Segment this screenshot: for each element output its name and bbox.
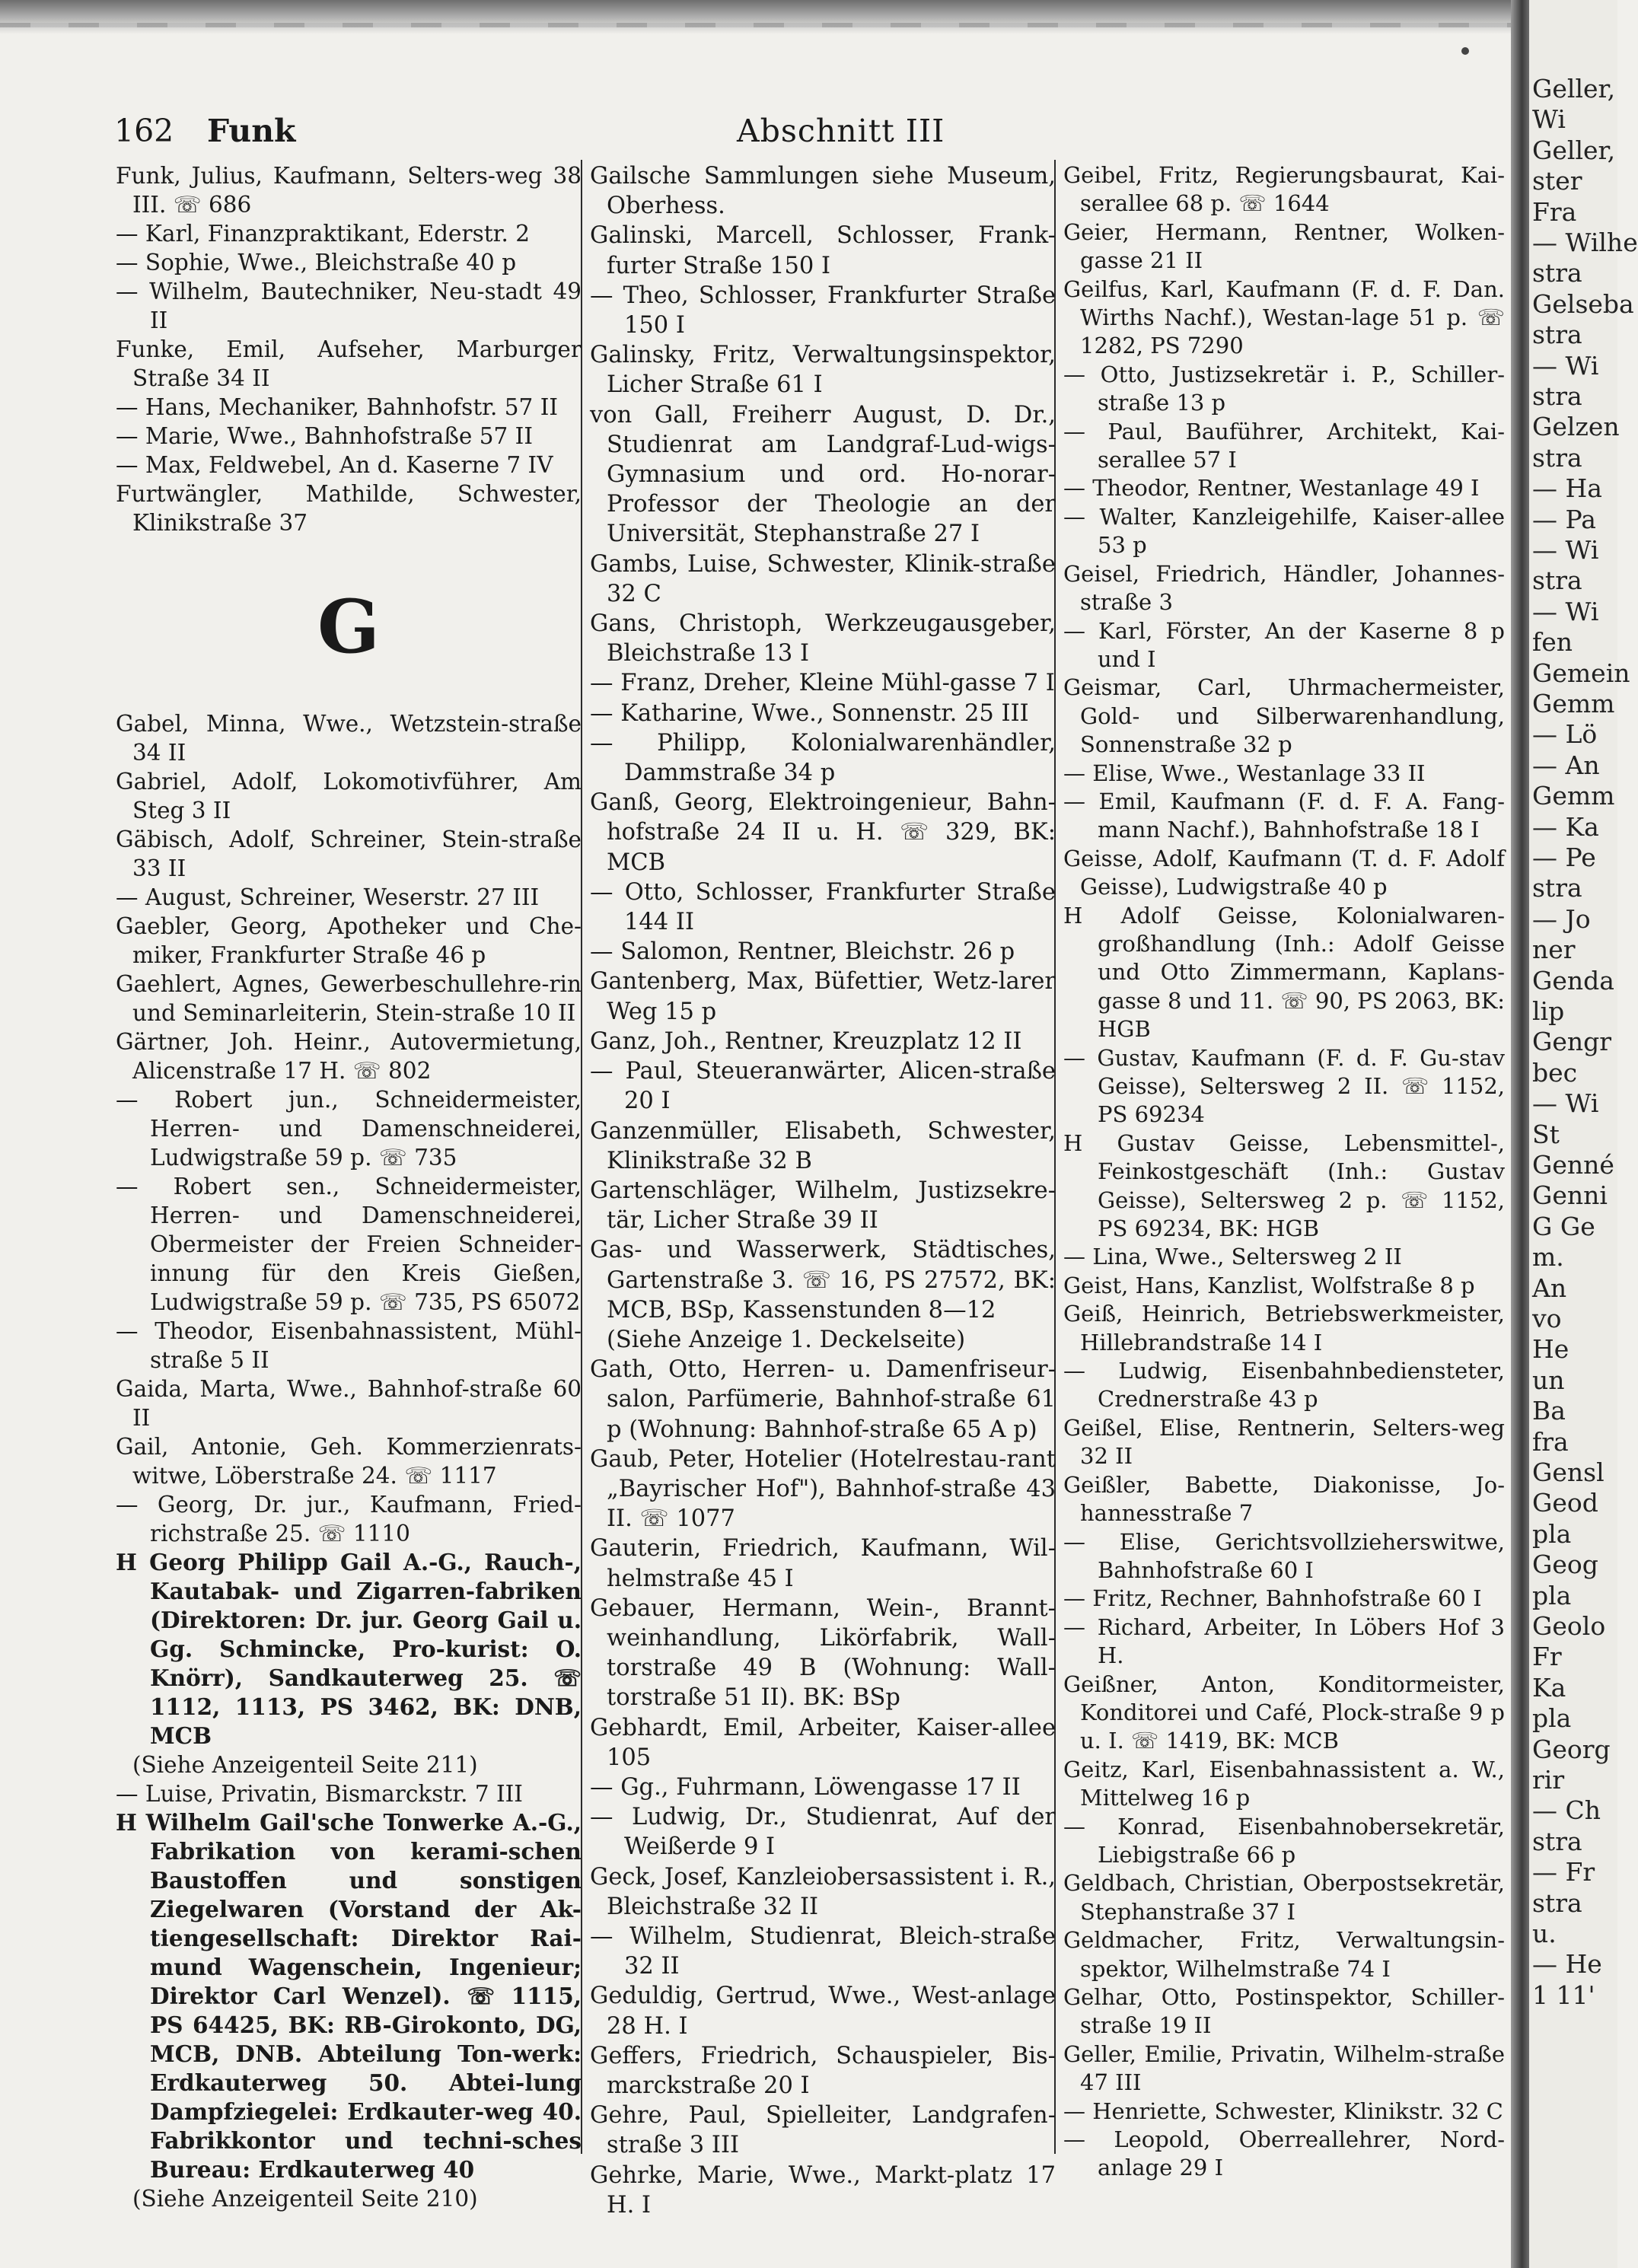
firm-entry: H Georg Philipp Gail A.-G., Rauch-, Kautabak- und Zigarren-fabriken (Direktoren: Dr. jur. Georg Gail u. Gg. Schmincke, Pro-kurist: O. Knörr), Sandkauterweg 25. ☏ 1112, 1113, PS 3462, BK: DNB, MCB bbox=[116, 1549, 582, 1749]
directory-entry: Geist, Hans, Kanzlist, Wolfstraße 8 p bbox=[1063, 1272, 1475, 1298]
directory-entry: Gehrke, Marie, Wwe., Markt-platz 17 H. I bbox=[590, 2161, 1056, 2219]
sub-entry: — Theo, Schlosser, Frankfurter Straße 150 I bbox=[590, 282, 1056, 339]
sub-entry: — Leopold, Oberreallehrer, Nord-anlage 29 I bbox=[1063, 2126, 1505, 2181]
directory-entry: Geffers, Friedrich, Schauspieler, Bis-marckstraße 20 I bbox=[590, 2042, 1056, 2099]
facing-page-line: Gengr bbox=[1532, 1027, 1612, 1057]
facing-page-line: un bbox=[1532, 1365, 1565, 1395]
facing-page-line: — Pe bbox=[1532, 843, 1596, 872]
sub-entry: — Marie, Wwe., Bahnhofstraße 57 II bbox=[116, 423, 533, 449]
firm-entry: H Gustav Geisse, Lebensmittel-, Feinkostgeschäft (Inh.: Gustav Geisse), Seltersweg 2 p. ☏ 1152, PS 69234, BK: HGB bbox=[1063, 1129, 1505, 1242]
directory-entry: Gail, Antonie, Geh. Kommerzienrats-witwe, Löberstraße 24. ☏ 1117 bbox=[116, 1434, 582, 1489]
facing-page-line: Gemm bbox=[1532, 689, 1615, 718]
facing-page-line: — Wi bbox=[1532, 1088, 1599, 1119]
facing-page-line: Gelzen bbox=[1532, 412, 1620, 442]
sub-entry: — Otto, Schlosser, Frankfurter Straße 144 II bbox=[590, 878, 1056, 936]
directory-entry: Gambs, Luise, Schwester, Klinik-straße 32 C bbox=[590, 550, 1056, 607]
directory-entry: Ganß, Georg, Elektroingenieur, Bahn-hofstraße 24 II u. H. ☏ 329, BK: MCB bbox=[590, 789, 1056, 876]
directory-entry: Gebhardt, Emil, Arbeiter, Kaiser-allee 105 bbox=[590, 1714, 1056, 1771]
directory-entry: Gabriel, Adolf, Lokomotivführer, Am Steg 3 II bbox=[116, 769, 582, 823]
sub-entry: — Theodor, Eisenbahnassistent, Mühl-straße 5 II bbox=[116, 1318, 582, 1373]
section-letter-heading: G bbox=[317, 584, 380, 670]
directory-entry: Gans, Christoph, Werkzeugausgeber, Bleichstraße 13 I bbox=[590, 610, 1056, 667]
sub-entry: — Elise, Wwe., Westanlage 33 II bbox=[1063, 760, 1426, 786]
facing-page-line: fen bbox=[1532, 627, 1573, 658]
directory-entry: Funk, Julius, Kaufmann, Selters-weg 38 III. ☏ 686 bbox=[116, 163, 582, 218]
sub-entry: — Karl, Förster, An der Kaserne 8 p und I bbox=[1063, 617, 1505, 672]
directory-entry: Ganz, Joh., Rentner, Kreuzplatz 12 II bbox=[590, 1027, 1022, 1055]
facing-page-line: He bbox=[1532, 1334, 1569, 1365]
facing-page-line: Genni bbox=[1532, 1180, 1608, 1211]
facing-page-line: stra bbox=[1532, 565, 1582, 596]
directory-entry: Gebauer, Hermann, Wein-, Brannt-weinhandlung, Likörfabrik, Wall-torstraße 49 B (Wohnung: Wall-torstraße 51 II). BK: BSp bbox=[590, 1594, 1056, 1712]
directory-entry: Gelhar, Otto, Postinspektor, Schiller-straße 19 II bbox=[1063, 1984, 1505, 2039]
directory-entry: Gaehlert, Agnes, Gewerbeschullehre-rin und Seminarleiterin, Stein-straße 10 II bbox=[116, 971, 582, 1026]
sub-entry: — Robert sen., Schneidermeister, Herren- und Damenschneiderei, Obermeister der Freien Schneider-innung für den Kreis Gießen, Ludwigstraße 59 p. ☏ 735, PS 65072 bbox=[116, 1174, 582, 1315]
facing-page-line: Genda bbox=[1532, 965, 1614, 995]
directory-entry: Gärtner, Joh. Heinr., Autovermietung, Alicenstraße 17 H. ☏ 802 bbox=[116, 1029, 582, 1084]
facing-page-line: — Wi bbox=[1532, 350, 1599, 381]
facing-page-line: — An bbox=[1532, 750, 1600, 780]
directory-entry: Geilfus, Karl, Kaufmann (F. d. F. Dan. Wirths Nachf.), Westan-lage 51 p. ☏ 1282, PS 7290 bbox=[1063, 276, 1505, 359]
sub-entry: — Ludwig, Dr., Studienrat, Auf der Weißerde 9 I bbox=[590, 1804, 1056, 1861]
facing-page-line: An bbox=[1532, 1273, 1567, 1303]
facing-page-line: — Jo bbox=[1532, 903, 1591, 934]
sub-entry: — Theodor, Rentner, Westanlage 49 I bbox=[1063, 475, 1480, 502]
directory-entry: Gaub, Peter, Hotelier (Hotelrestau-rant „Bayrischer Hof"), Bahnhof-straße 43 II. ☏ 1077 bbox=[590, 1445, 1056, 1533]
facing-page-line: pla bbox=[1532, 1518, 1572, 1549]
sub-entry: — Hans, Mechaniker, Bahnhofstr. 57 II bbox=[116, 394, 559, 420]
facing-page-line: 1 11' bbox=[1532, 1980, 1595, 2010]
sub-entry: — Wilhelm, Bautechniker, Neu-stadt 49 II bbox=[116, 279, 582, 333]
directory-entry: von Gall, Freiherr August, D. Dr., Studienrat am Landgraf-Lud-wigs-Gymnasium und ord. Ho-norar-Professor der Theologie an der Universität, Stephanstraße 27 I bbox=[590, 401, 1056, 548]
facing-page-line: ster bbox=[1532, 166, 1582, 196]
directory-entry: Ganzenmüller, Elisabeth, Schwester, Klinikstraße 32 B bbox=[590, 1117, 1056, 1174]
facing-page-line: stra bbox=[1532, 442, 1582, 473]
facing-page-line: Fr bbox=[1532, 1642, 1562, 1672]
facing-page-line: Gensl bbox=[1532, 1457, 1605, 1487]
facing-page-line: Gemm bbox=[1532, 781, 1615, 811]
directory-entry: Gath, Otto, Herren- u. Damenfriseur-salon, Parfümerie, Bahnhof-straße 61 p (Wohnung: Bahnhof-straße 65 A p) bbox=[590, 1356, 1056, 1443]
directory-entry: Funke, Emil, Aufseher, Marburger Straße 34 II bbox=[116, 336, 582, 391]
directory-entry: Geller, Emilie, Privatin, Wilhelm-straße 47 III bbox=[1063, 2040, 1505, 2096]
facing-page-line: pla bbox=[1532, 1580, 1572, 1610]
advert-reference: (Siehe Anzeigenteil Seite 211) bbox=[132, 1752, 478, 1778]
directory-entry: Geisse, Adolf, Kaufmann (T. d. F. Adolf Geisse), Ludwigstraße 40 p bbox=[1063, 845, 1505, 900]
facing-page-line: lip bbox=[1532, 996, 1565, 1026]
sub-entry: — Robert jun., Schneidermeister, Herren- und Damenschneiderei, Ludwigstraße 59 p. ☏ 735 bbox=[116, 1087, 582, 1171]
firm-entry: H Wilhelm Gail'sche Tonwerke A.-G., Fabrikation von kerami-schen Baustoffen und sonstigen Ziegelwaren (Vorstand der Ak-tiengesellschaft: Direktor Rai-mund Wagenschein, Ingenieur; Direktor Carl Wenzel). ☏ 1115, PS 64425, BK: RB-Girokonto, DG, MCB, DNB. Abteilung Ton-werk: Erdkauterweg 50. Abtei-lung Dampfziegelei: Erdkauter-weg 40. Fabrikkontor und techni-sches Bureau: Erdkauterweg 40 bbox=[116, 1809, 582, 2183]
sub-entry: — August, Schreiner, Weserstr. 27 III bbox=[116, 884, 540, 910]
sub-entry: — Karl, Finanzpraktikant, Ederstr. 2 bbox=[116, 221, 530, 247]
directory-column-2 bbox=[590, 161, 1056, 2220]
sub-entry: — Gg., Fuhrmann, Löwengasse 17 II bbox=[590, 1773, 1021, 1801]
directory-entry: Geitz, Karl, Eisenbahnassistent a. W., Mittelweg 16 p bbox=[1063, 1756, 1505, 1811]
facing-page-line: Genné bbox=[1532, 1150, 1614, 1180]
scan-speck bbox=[1461, 47, 1469, 55]
directory-entry: Geiß, Heinrich, Betriebswerkmeister, Hillebrandstraße 14 I bbox=[1063, 1301, 1505, 1355]
facing-page-line: stra bbox=[1532, 258, 1582, 288]
sub-entry: — Otto, Justizsekretär i. P., Schiller-straße 13 p bbox=[1063, 361, 1505, 416]
facing-page-line: — Wi bbox=[1532, 535, 1599, 565]
sub-entry: — Paul, Bauführer, Architekt, Kai-serallee 57 I bbox=[1063, 418, 1505, 473]
directory-column-1 bbox=[116, 161, 582, 2213]
facing-page-line: Gelseba bbox=[1532, 288, 1634, 319]
facing-page-line: fra bbox=[1532, 1426, 1569, 1457]
facing-page-line: — Fr bbox=[1532, 1857, 1595, 1887]
facing-page-line: Geller, bbox=[1532, 135, 1616, 165]
sub-entry: — Ludwig, Eisenbahnbediensteter, Crednerstraße 43 p bbox=[1063, 1358, 1505, 1413]
sub-entry: — Katharine, Wwe., Sonnenstr. 25 III bbox=[590, 699, 1029, 727]
facing-page-fragment bbox=[1529, 0, 1638, 2268]
running-headword: Funk bbox=[207, 113, 296, 149]
sub-entry: — Salomon, Rentner, Bleichstr. 26 p bbox=[590, 938, 1015, 966]
facing-page-line: Geolo bbox=[1532, 1611, 1606, 1641]
directory-entry: Galinsky, Fritz, Verwaltungsinspektor, Licher Straße 61 I bbox=[590, 342, 1056, 399]
facing-page-line: m. bbox=[1532, 1242, 1564, 1273]
facing-page-line: Wi bbox=[1532, 104, 1566, 135]
facing-page-line: Ka bbox=[1532, 1672, 1566, 1703]
directory-entry: Geisel, Friedrich, Händler, Johannes-straße 3 bbox=[1063, 560, 1505, 616]
facing-page-line: — Wilhe bbox=[1532, 228, 1638, 257]
directory-entry: Gaebler, Georg, Apotheker und Che-miker, Frankfurter Straße 46 p bbox=[116, 913, 582, 968]
directory-entry: Gantenberg, Max, Büfettier, Wetz-larer Weg 15 p bbox=[590, 968, 1056, 1025]
directory-entry: Geißler, Babette, Diakonisse, Jo-hannesstraße 7 bbox=[1063, 1471, 1505, 1527]
advert-reference: (Siehe Anzeige 1. Deckelseite) bbox=[607, 1326, 966, 1353]
sub-entry: — Franz, Dreher, Kleine Mühl-gasse 7 I bbox=[590, 670, 1055, 697]
sub-entry: — Konrad, Eisenbahnobersekretär, Liebigstraße 66 p bbox=[1063, 1813, 1505, 1868]
sub-entry: — Elise, Gerichtsvollzieherswitwe, Bahnhofstraße 60 I bbox=[1063, 1528, 1505, 1583]
directory-column-3 bbox=[1063, 161, 1505, 2183]
page-top-shadow bbox=[0, 0, 1515, 33]
facing-page-line: — Lö bbox=[1532, 719, 1598, 750]
directory-entry: Gas- und Wasserwerk, Städtisches, Gartenstraße 3. ☏ 16, PS 27572, BK: MCB, BSp, Kassenstunden 8—12 bbox=[590, 1237, 1056, 1324]
facing-page-line: G Ge bbox=[1532, 1211, 1595, 1241]
directory-entry: Geier, Hermann, Rentner, Wolken-gasse 21 II bbox=[1063, 218, 1505, 274]
directory-entry: Geck, Josef, Kanzleiobersassistent i. R., Bleichstraße 32 II bbox=[590, 1863, 1056, 1920]
advert-reference: (Siehe Anzeigenteil Seite 210) bbox=[132, 2186, 478, 2212]
book-gutter bbox=[1511, 0, 1529, 2268]
facing-page-line: Gemein bbox=[1532, 658, 1630, 688]
sub-entry: — Philipp, Kolonialwarenhändler, Dammstraße 34 p bbox=[590, 729, 1056, 787]
directory-entry: Geibel, Fritz, Regierungsbaurat, Kai-serallee 68 p. ☏ 1644 bbox=[1063, 162, 1505, 217]
sub-entry: — Gustav, Kaufmann (F. d. F. Gu-stav Geisse), Seltersweg 2 II. ☏ 1152, PS 69234 bbox=[1063, 1044, 1505, 1128]
facing-page-line: stra bbox=[1532, 320, 1582, 350]
sub-entry: — Sophie, Wwe., Bleichstraße 40 p bbox=[116, 250, 517, 276]
directory-entry: Geißel, Elise, Rentnerin, Selters-weg 32 II bbox=[1063, 1414, 1505, 1470]
facing-page-line: Fra bbox=[1532, 196, 1577, 227]
facing-page-line: Geller, bbox=[1532, 74, 1616, 104]
facing-page-line: stra bbox=[1532, 873, 1582, 903]
directory-entry: Geißner, Anton, Konditormeister, Konditorei und Café, Plock-straße 9 p u. I. ☏ 1419, BK: MCB bbox=[1063, 1671, 1505, 1754]
facing-page-line: — Pa bbox=[1532, 504, 1596, 534]
directory-entry: Geismar, Carl, Uhrmachermeister, Gold- und Silberwarenhandlung, Sonnenstraße 32 p bbox=[1063, 674, 1505, 758]
facing-page-line: — He bbox=[1532, 1949, 1602, 1980]
directory-entry: Geduldig, Gertrud, Wwe., West-anlage 28 H. I bbox=[590, 1983, 1056, 2040]
facing-page-line: Geod bbox=[1532, 1488, 1598, 1518]
sub-entry: — Luise, Privatin, Bismarckstr. 7 III bbox=[116, 1781, 523, 1807]
directory-entry: Gehre, Paul, Spielleiter, Landgrafen-straße 3 III bbox=[590, 2102, 1056, 2159]
directory-entry: Gauterin, Friedrich, Kaufmann, Wil-helmstraße 45 I bbox=[590, 1535, 1056, 1592]
directory-entry: Gailsche Sammlungen siehe Museum, Oberhess. bbox=[590, 163, 1056, 220]
facing-page-line: stra bbox=[1532, 1887, 1582, 1918]
sub-entry: — Fritz, Rechner, Bahnhofstraße 60 I bbox=[1063, 1585, 1482, 1612]
facing-page-line: u. bbox=[1532, 1919, 1557, 1948]
directory-entry: Galinski, Marcell, Schlosser, Frank-furter Straße 150 I bbox=[590, 222, 1056, 279]
section-title: Abschnitt III bbox=[737, 113, 945, 149]
facing-page-line: stra bbox=[1532, 1826, 1582, 1856]
sub-entry: — Henriette, Schwester, Klinikstr. 32 C bbox=[1063, 2098, 1503, 2124]
facing-page-line: Geog bbox=[1532, 1550, 1598, 1580]
facing-page-line: rir bbox=[1532, 1765, 1565, 1795]
facing-page-line: St bbox=[1532, 1119, 1560, 1149]
sub-entry: — Lina, Wwe., Seltersweg 2 II bbox=[1063, 1244, 1402, 1270]
directory-entry: Gaida, Marta, Wwe., Bahnhof-straße 60 II bbox=[116, 1376, 582, 1431]
sub-entry: — Max, Feldwebel, An d. Kaserne 7 IV bbox=[116, 452, 553, 478]
facing-page-line: pla bbox=[1532, 1703, 1572, 1734]
facing-page-line: Ba bbox=[1532, 1396, 1566, 1426]
sub-entry: — Walter, Kanzleigehilfe, Kaiser-allee 53 p bbox=[1063, 503, 1505, 559]
facing-page-line: Georg bbox=[1532, 1734, 1611, 1764]
facing-page-line: bec bbox=[1532, 1057, 1578, 1088]
directory-entry: Furtwängler, Mathilde, Schwester, Klinikstraße 37 bbox=[116, 481, 582, 536]
facing-page-line: — Ha bbox=[1532, 473, 1602, 504]
facing-page-line: — Ch bbox=[1532, 1795, 1601, 1826]
directory-entry: Geldmacher, Fritz, Verwaltungsin-spektor, Wilhelmstraße 74 I bbox=[1063, 1927, 1505, 1982]
sub-entry: — Paul, Steueranwärter, Alicen-straße 20 I bbox=[590, 1058, 1056, 1115]
directory-entry: Geldbach, Christian, Oberpostsekretär, Stephanstraße 37 I bbox=[1063, 1870, 1505, 1925]
sub-entry: — Emil, Kaufmann (F. d. F. A. Fang-mann Nachf.), Bahnhofstraße 18 I bbox=[1063, 788, 1505, 843]
facing-page-line: vo bbox=[1532, 1304, 1562, 1333]
sub-entry: — Wilhelm, Studienrat, Bleich-straße 32 II bbox=[590, 1922, 1056, 1980]
directory-entry: Gabel, Minna, Wwe., Wetzstein-straße 34 II bbox=[116, 711, 582, 766]
facing-page-line: — Ka bbox=[1532, 811, 1599, 842]
facing-page-line: ner bbox=[1532, 935, 1576, 965]
facing-page-line: — Wi bbox=[1532, 596, 1599, 626]
sub-entry: — Georg, Dr. jur., Kaufmann, Fried-richstraße 25. ☏ 1110 bbox=[116, 1492, 582, 1547]
page-number: 162 bbox=[114, 113, 174, 149]
sub-entry: — Richard, Arbeiter, In Löbers Hof 3 H. bbox=[1063, 1613, 1505, 1669]
firm-entry: H Adolf Geisse, Kolonialwaren-großhandlung (Inh.: Adolf Geisse und Otto Zimmermann, Kaplans-gasse 8 und 11. ☏ 90, PS 2063, BK: HGB bbox=[1063, 902, 1505, 1043]
facing-page-line: stra bbox=[1532, 381, 1582, 411]
directory-entry: Gartenschläger, Wilhelm, Justizsekre-tär, Licher Straße 39 II bbox=[590, 1177, 1056, 1234]
directory-entry: Gäbisch, Adolf, Schreiner, Stein-straße 33 II bbox=[116, 827, 582, 881]
